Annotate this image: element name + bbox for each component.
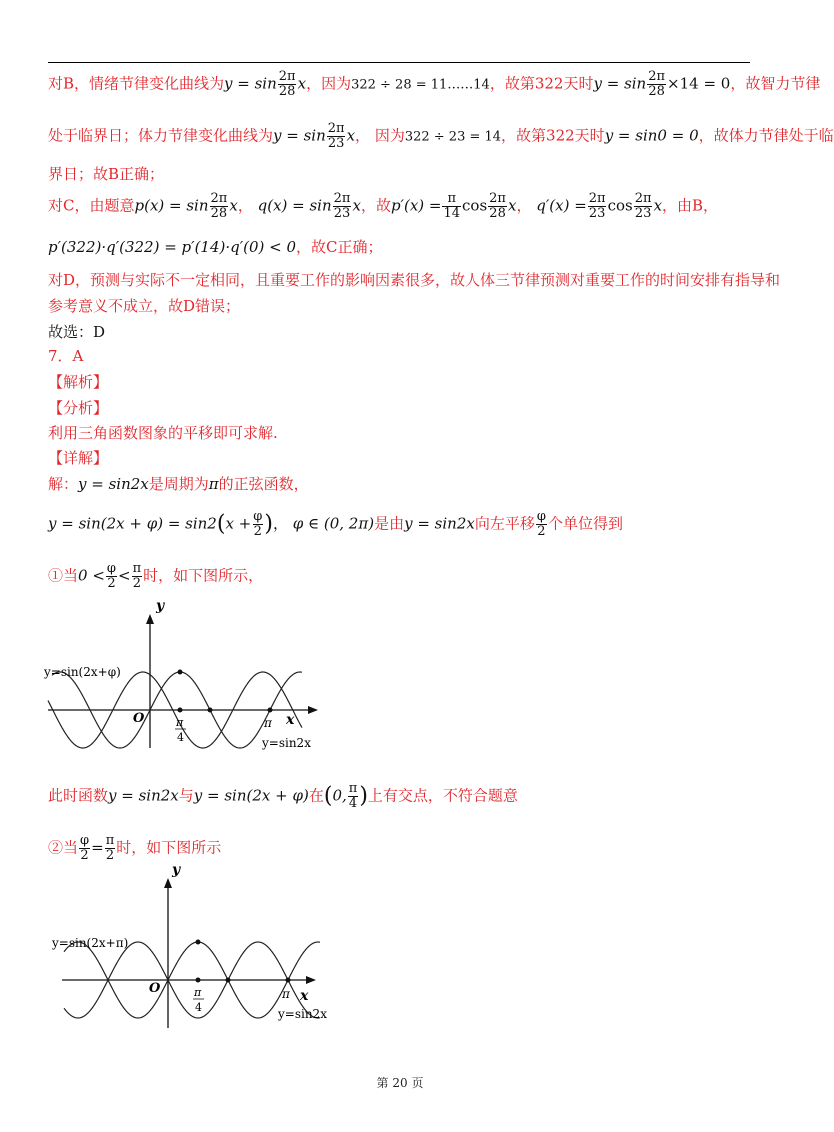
line-3: 界日；故B正确； (48, 165, 165, 183)
peak-point (196, 940, 201, 945)
curve-shifted-label: y=sin(2x+φ) (44, 665, 121, 679)
fraction: $\frac{2\pi}{28}$ (210, 191, 228, 221)
section-xiangjie: 【详解】 (48, 449, 109, 467)
curve-base-label: y=sin2x (278, 1007, 327, 1021)
intersection-point (208, 708, 213, 713)
fraction: $\frac{2\pi}{23}$ (327, 121, 345, 151)
line-4: 对C，由题意p(x) = sin $\frac{2\pi}{28}$ x， q(x) = sin $\frac{2\pi}{23}$ x，故p′(x) = $\frac{\pi}{14}$ cos $\frac{2\pi}{28}$ x， q′(x) = $\frac{2\pi}{23}$ cos $\frac{2\pi}{23}$ x，由B， (48, 191, 719, 221)
line-2: 处于临界日；体力节律变化曲线为y = sin $\frac{2\pi}{23}$ x， 因为322 ÷ 23 = 14，故第322天时y = sin0 = 0，故体力节律处于临 (48, 121, 834, 151)
line-5: p′(322)·q′(322) = p′(14)·q′(0) < 0，故C正确； (48, 238, 383, 256)
line-17: 此时函数y = sin2x与y = sin(2x + φ)在(0, $\frac{\pi}{4}$ )上有交点，不符合题意 (48, 781, 518, 811)
pi-point (286, 978, 291, 983)
fraction: $\frac{\varphi}{2}$ (253, 509, 263, 539)
half-point (226, 978, 231, 983)
peak-point (178, 670, 183, 675)
y-label: y (172, 862, 181, 878)
y-arrow (146, 614, 154, 624)
line-15: y = sin(2x + φ) = sin2(x + $\frac{\varphi}{2}$ )， φ ∈ (0, 2π)是由y = sin2x向左平移 $\frac{\varphi}{2}$ 个单位得到 (48, 509, 623, 539)
pi-point (268, 708, 273, 713)
x-arrow (308, 706, 318, 714)
quarter-num: π (176, 716, 184, 729)
pi-tick-label: π (264, 716, 272, 730)
graph-2 (48, 862, 348, 1036)
section-fenxi: 【分析】 (48, 399, 109, 417)
header-rule (48, 62, 750, 63)
section-jiexi: 【解析】 (48, 373, 109, 391)
origin-label: O (133, 711, 145, 726)
fraction: $\frac{2\pi}{28}$ (489, 191, 506, 221)
quarter-point (178, 708, 183, 713)
fraction: $\frac{2\pi}{28}$ (278, 69, 296, 99)
line-16: ①当0 < $\frac{\varphi}{2}$ < $\frac{\pi}{2}$ 时，如下图所示， (48, 561, 264, 591)
quarter-num: π (194, 986, 202, 999)
line-1: 对B，情绪节律变化曲线为y = sin $\frac{2\pi}{28}$ x，因为322 ÷ 28 = 11……14，故第322天时y = sin $\frac{2\pi}{28}$ ×14 = 0，故智力节律 (48, 69, 821, 99)
quarter-den: 4 (177, 731, 184, 744)
line-14: 解：y = sin2x是周期为π的正弦函数， (48, 475, 309, 493)
line-7: 参考意义不成立，故D错误； (48, 297, 241, 315)
fraction: $\frac{\pi}{4}$ (348, 781, 358, 811)
origin-label: O (149, 981, 161, 996)
quarter-den: 4 (195, 1001, 202, 1014)
fraction: $\frac{\varphi}{2}$ (106, 561, 117, 591)
fraction: $\frac{2\pi}{23}$ (588, 191, 606, 221)
y-label: y (156, 598, 165, 614)
fraction: $\frac{\varphi}{2}$ (536, 509, 546, 539)
x-label: x (300, 988, 309, 1004)
line-18: ②当 $\frac{\varphi}{2}$ = $\frac{\pi}{2}$ 时，如下图所示 (48, 833, 222, 863)
x-arrow (306, 976, 316, 984)
fraction: $\frac{\varphi}{2}$ (80, 833, 90, 863)
line-6: 对D，预测与实际不一定相同，且重要工作的影响因素很多，故人体三节律预测对重要工作的时间安排有指导和 (48, 271, 781, 289)
fraction: $\frac{2\pi}{23}$ (634, 191, 652, 221)
fraction: $\frac{\pi}{2}$ (132, 561, 142, 591)
x-label: x (286, 712, 295, 728)
answer-label: 7．A (48, 347, 84, 365)
fraction: $\frac{2\pi}{28}$ (648, 69, 666, 99)
curve-base-label: y=sin2x (262, 736, 311, 750)
y-arrow (164, 878, 172, 888)
page-number: 第 20 页 (376, 1076, 424, 1090)
graph-1 (40, 596, 340, 756)
fraction: $\frac{2\pi}{23}$ (333, 191, 351, 221)
pi-tick-label: π (282, 987, 290, 1001)
line-12: 利用三角函数图象的平移即可求解. (48, 424, 278, 442)
curve-shifted-label: y=sin(2x+π) (52, 936, 129, 950)
fraction: $\frac{\pi}{14}$ (443, 191, 461, 221)
line-8: 故选：D (48, 323, 106, 341)
quarter-point (196, 978, 201, 983)
fraction: $\frac{\pi}{2}$ (105, 833, 115, 863)
